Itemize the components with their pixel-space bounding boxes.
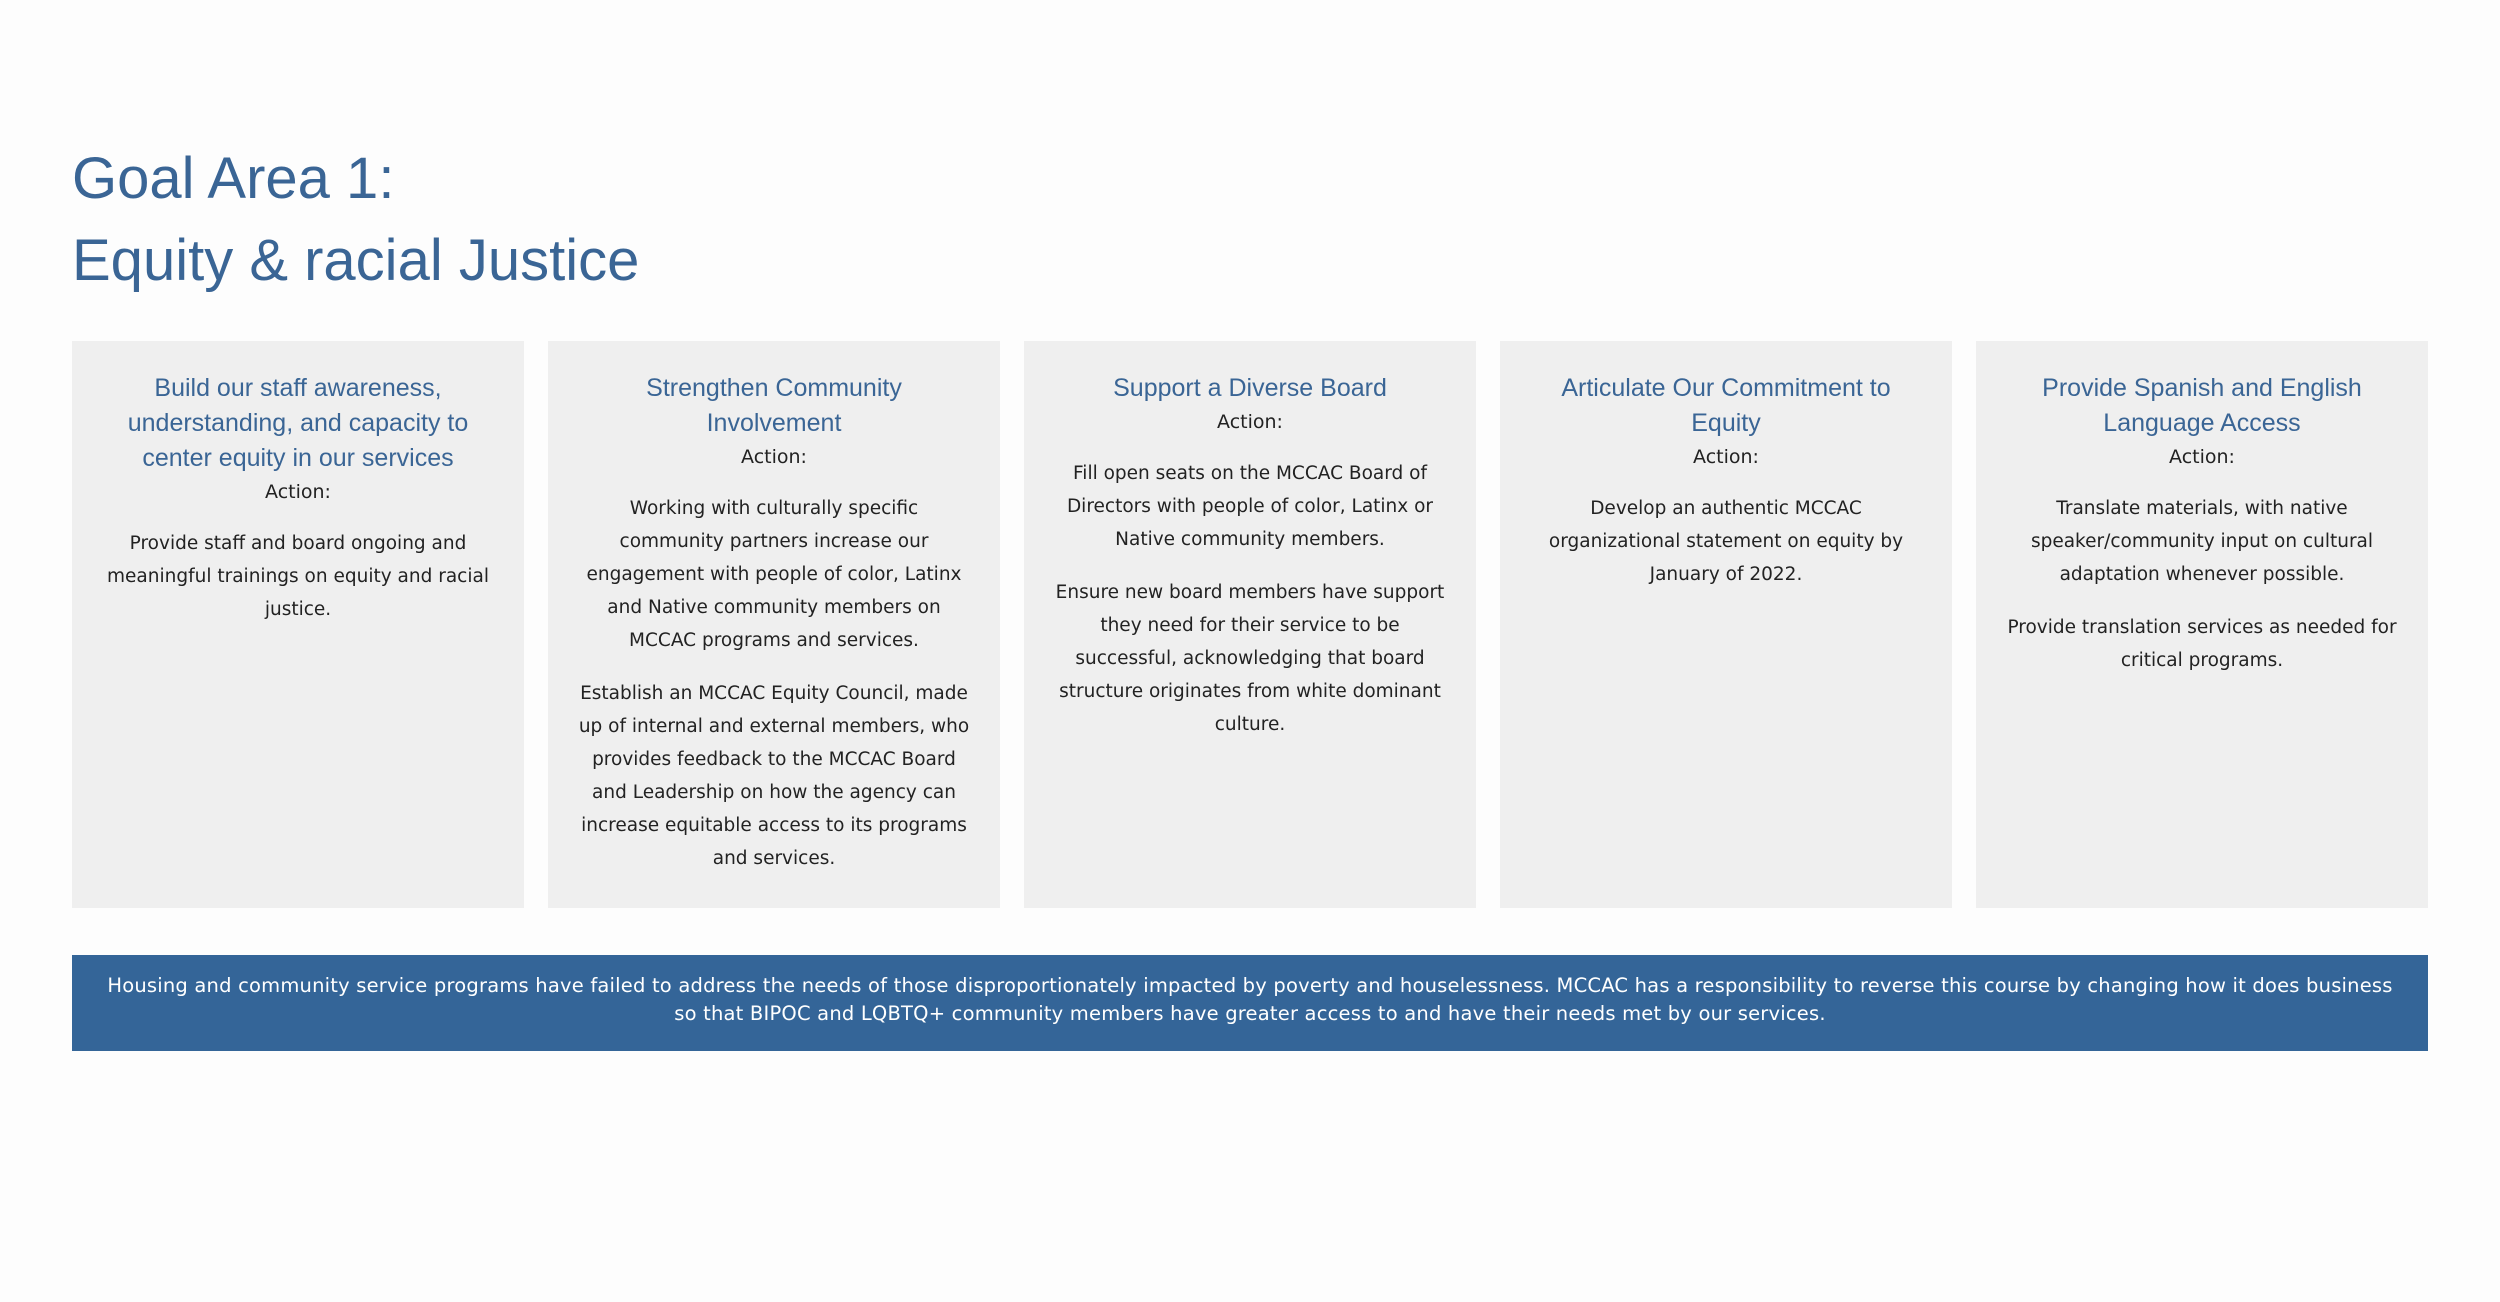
card-title: Support a Diverse Board xyxy=(1113,374,1387,402)
card-action-label: Action: xyxy=(2169,446,2235,468)
page-title xyxy=(72,138,639,302)
goal-card-language-access xyxy=(1976,341,2428,908)
card-action-label: Action: xyxy=(1693,446,1759,468)
card-action-text: Fill open seats on the MCCAC Board of Directors with people of color, Latinx or Native community members. xyxy=(1066,463,1434,550)
card-action-label: Action: xyxy=(741,446,807,468)
card-action-text: Provide translation services as needed for critical programs. xyxy=(2007,617,2397,671)
goal-card-staff-awareness xyxy=(72,341,524,908)
card-action-text: Working with culturally specific community partners increase our engagement with people of color, Latinx and Native community members on MCCAC programs and services. xyxy=(586,498,962,651)
card-action-text: Establish an MCCAC Equity Council, made up of internal and external members, who provides feedback to the MCCAC Board and Leadership on how the agency can increase equitable access to its programs and services. xyxy=(578,683,970,869)
card-action-text: Provide staff and board ongoing and meaningful trainings on equity and racial justice. xyxy=(107,533,489,620)
goal-area-name: Equity & racial Justice xyxy=(72,228,640,293)
card-title: Build our staff awareness, understanding, and capacity to center equity in our services xyxy=(127,374,469,472)
goal-card-community-involvement xyxy=(548,341,1000,908)
card-action-text: Ensure new board members have support they need for their service to be successful, acknowledging that board structure originates from white dominant culture. xyxy=(1055,582,1445,735)
card-action-label: Action: xyxy=(1217,411,1283,433)
goal-card-diverse-board xyxy=(1024,341,1476,908)
card-title: Articulate Our Commitment to Equity xyxy=(1561,374,1891,437)
goal-area-label: Goal Area 1: xyxy=(72,146,395,211)
card-action-text: Develop an authentic MCCAC organizational statement on equity by January of 2022. xyxy=(1548,498,1904,585)
card-action-label: Action: xyxy=(265,481,331,503)
card-action-text: Translate materials, with native speaker/community input on cultural adaptation whenever possible. xyxy=(2030,498,2374,585)
goal-cards xyxy=(72,341,2428,908)
card-title: Provide Spanish and English Language Access xyxy=(2042,374,2362,437)
card-title: Strengthen Community Involvement xyxy=(646,374,902,437)
mission-banner: Housing and community service programs have failed to address the needs of those disproportionately impacted by poverty and houselessness. MCCAC has a responsibility to reverse this course by changing how it does business so that BIPOC and LQBTQ+ community members have greater access to and have their needs met by our services. xyxy=(72,955,2428,1051)
goal-card-equity-commitment xyxy=(1500,341,1952,908)
